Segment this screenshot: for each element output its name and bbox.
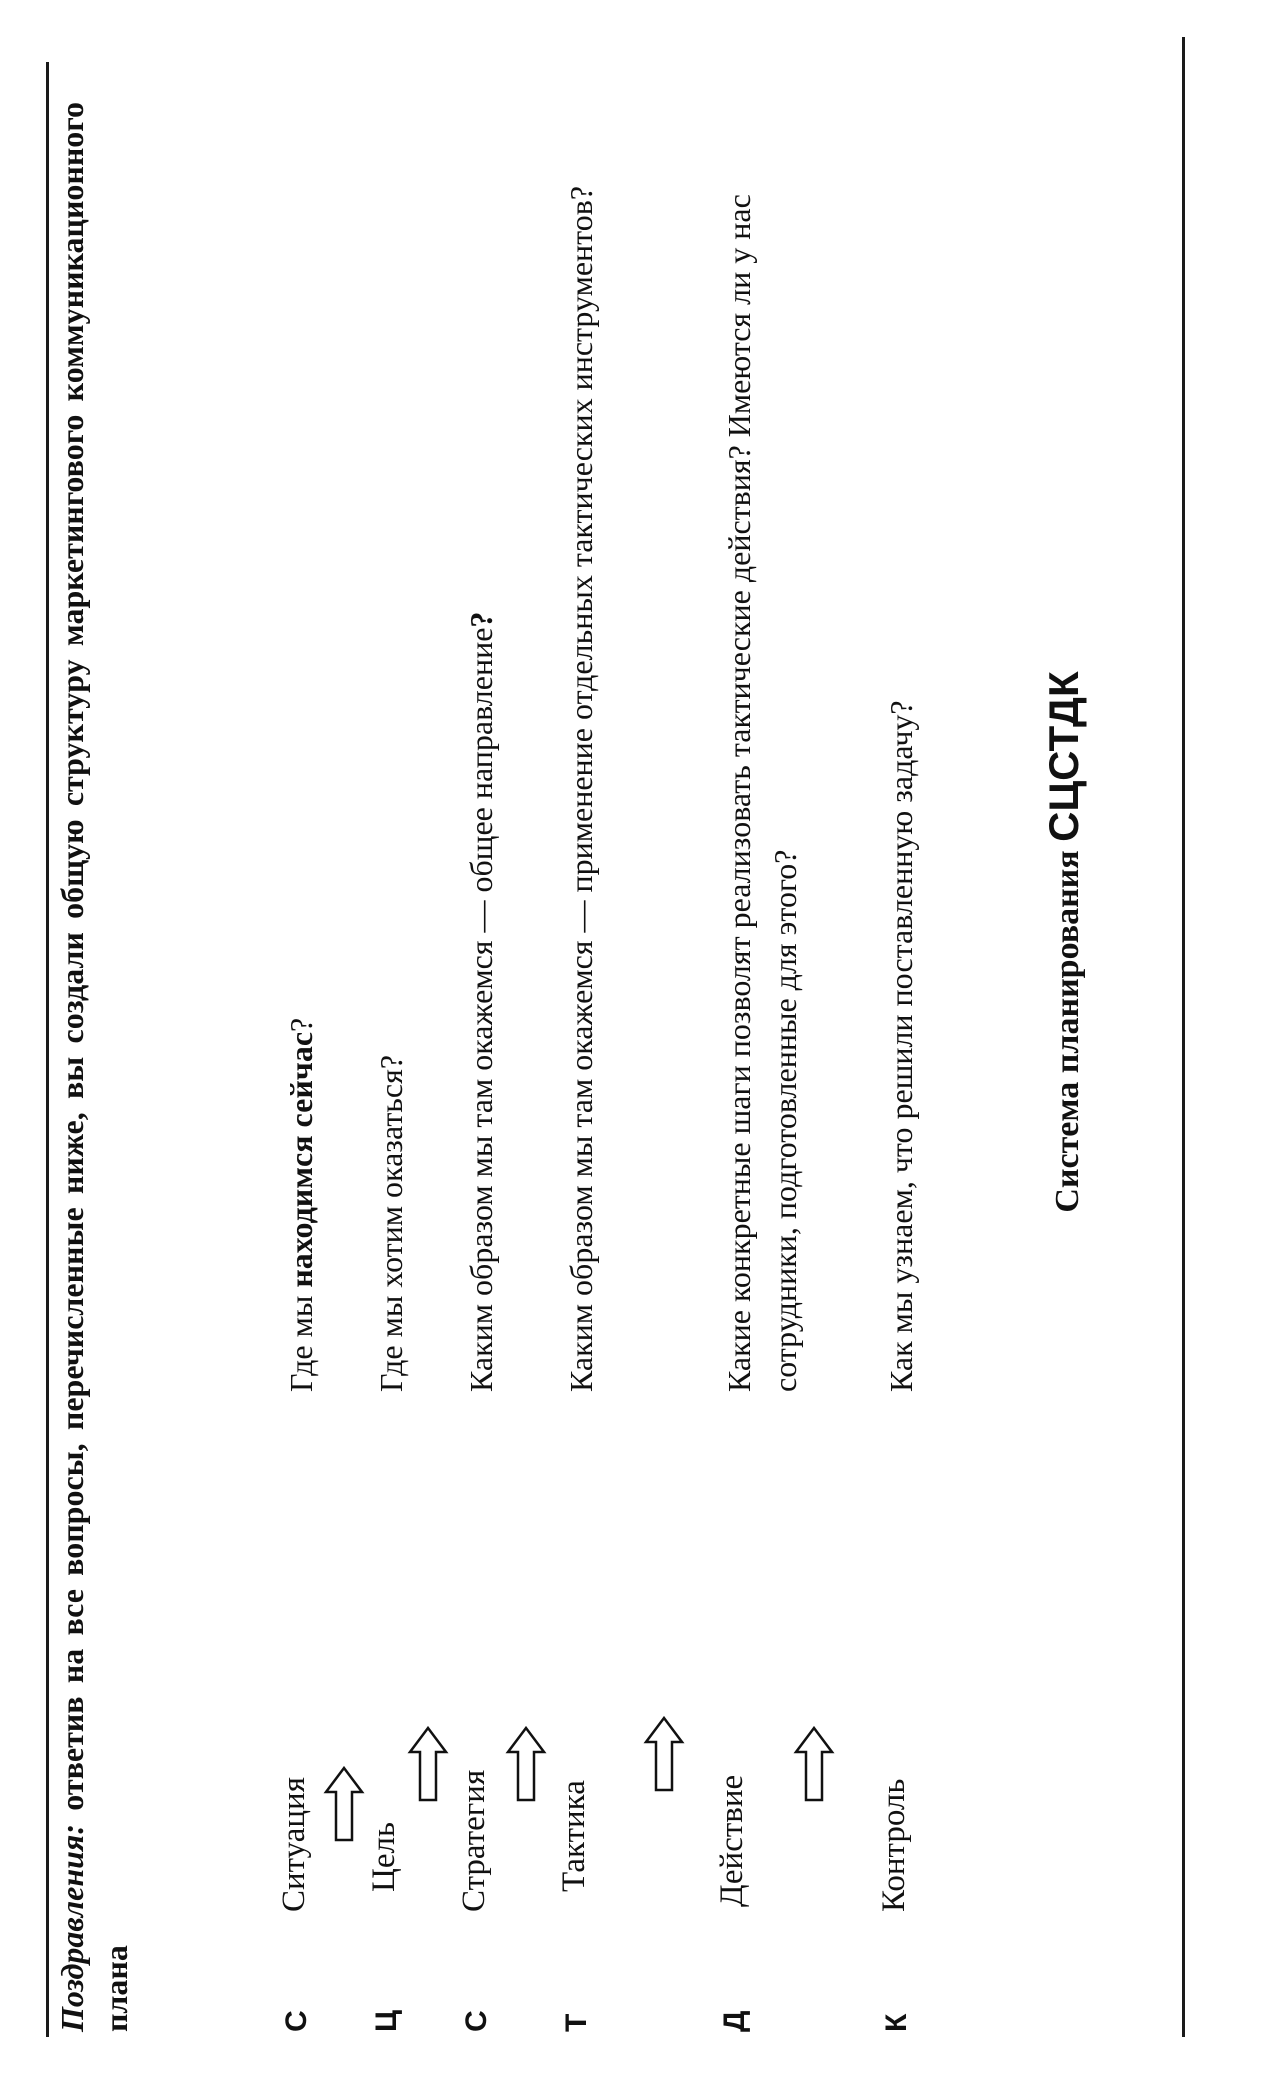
question-situation-part: Где мы — [283, 1287, 319, 1392]
arrow-icon — [406, 1726, 450, 1802]
arrow-icon — [504, 1726, 548, 1802]
caption-prefix: Система планирования — [1049, 841, 1086, 1213]
question-control: Как мы узнаем, что решили поставленную задачу? — [883, 700, 919, 1392]
question-strategy-part: Каким образом мы там окажемся — общее — [463, 799, 499, 1392]
intro-text: ответив на все вопросы, перечисленные ниже, вы создали общую структуру маркетингового коммуникационного плана — [54, 102, 134, 2032]
row-letter-tactics: Т — [560, 2013, 593, 2032]
stage-goal: Цель — [366, 1822, 402, 1892]
question-action: Какие конкретные шаги позволят реализовать тактические действия? Имеются ли у нас сотрудники, подготовленные для этого? — [721, 194, 803, 1392]
question-situation-mark: ? — [283, 1017, 319, 1032]
question-strategy-direction: направление — [463, 627, 499, 800]
question-situation-emphasis: находимся сейчас — [283, 1031, 319, 1288]
row-letter-control: К — [880, 2013, 913, 2032]
row-letter-action: Д — [718, 2010, 751, 2032]
question-goal: Где мы хотим оказаться? — [373, 1054, 409, 1392]
question-situation — [278, 32, 324, 1392]
row-letter-situation: С — [280, 2010, 313, 2032]
figure-caption — [1040, 492, 1088, 1392]
stage-tactics: Тактика — [556, 1780, 592, 1892]
question-strategy-mark: ? — [463, 611, 499, 628]
arrow-icon — [642, 1716, 686, 1792]
bottom-rule — [1182, 37, 1185, 2037]
row-letter-goal: Ц — [370, 2010, 403, 2032]
question-tactics: Каким образом мы там окажемся — применение отдельных тактических инструментов? — [563, 185, 599, 1392]
intro-paragraph — [50, 102, 138, 2032]
stage-action: Действие — [714, 1774, 750, 1907]
arrow-icon — [322, 1766, 366, 1842]
stage-strategy: Стратегия — [456, 1769, 492, 1912]
arrow-icon — [792, 1726, 836, 1802]
caption-abbreviation: СЦСТДК — [1040, 671, 1087, 842]
intro-lead: Поздравления: — [54, 1823, 90, 2032]
row-letter-strategy: С — [460, 2010, 493, 2032]
stage-situation: Ситуация — [276, 1777, 312, 1912]
question-strategy — [458, 32, 504, 1392]
top-rule — [46, 62, 49, 2037]
stage-control: Контроль — [876, 1778, 912, 1912]
